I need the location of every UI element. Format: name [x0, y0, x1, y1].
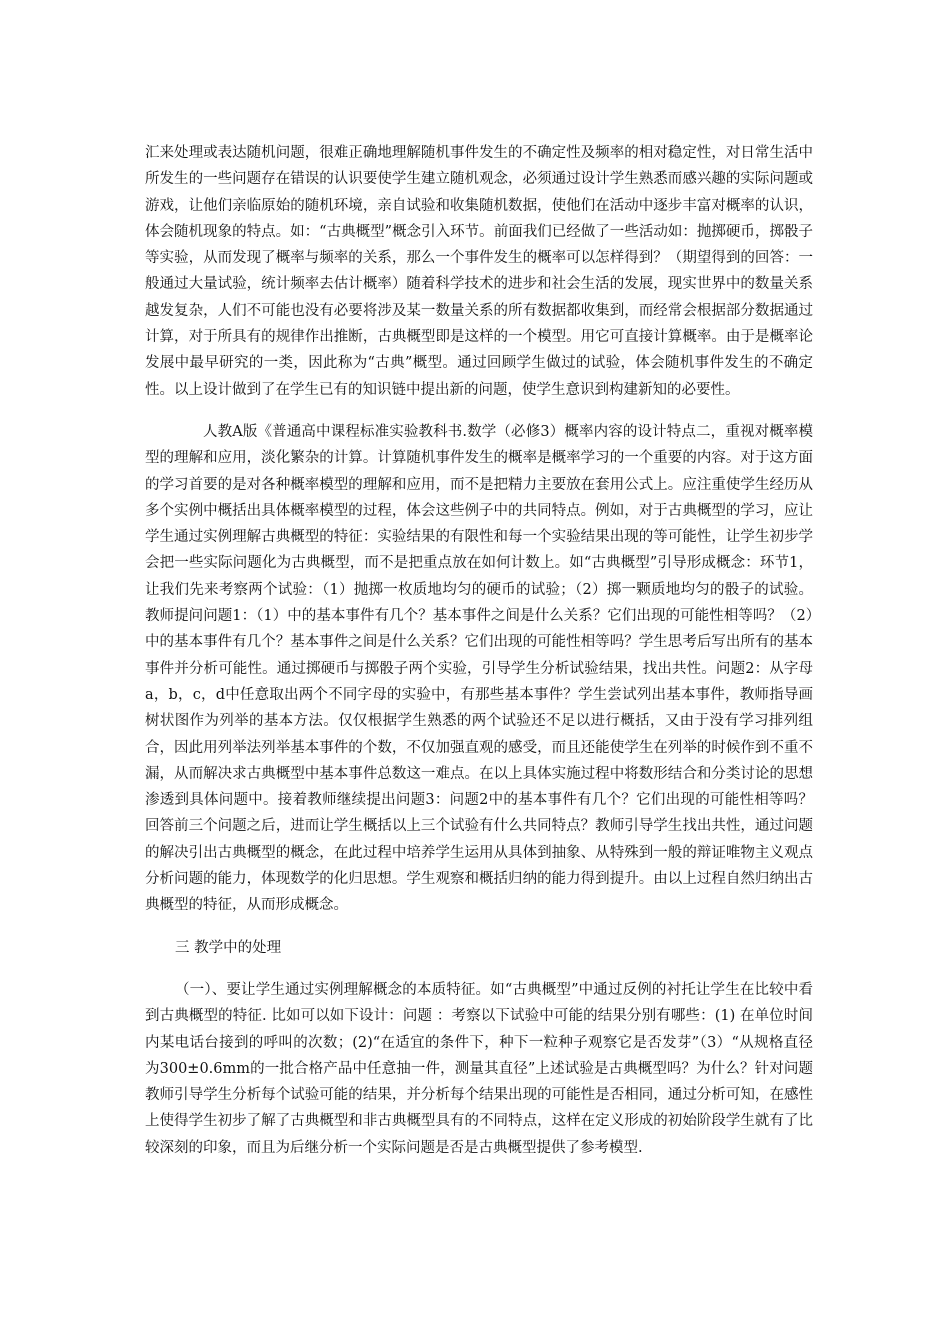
paragraph-design-feature: 人教A版《普通高中课程标准实验教科书.数学（必修3）概率内容的设计特点二，重视对概率模型的理解和应用，淡化繁杂的计算。计算随机事件发生的概率是概率学习的一个重要的内容。对于这方面的学习首要的是对各种概率模型的理解和应用，而不是把精力主要放在套用公式上。应注重使学生经历从多个实例中概括出具体概率模型的过程，体会这些例子中的共同特点。例如，对于古典概型的学习，应让学生通过实例理解古典概型的特征：实验结果的有限性和每一个实验结果出现的等可能性，让学生初步学会把一些实际问题化为古典概型，而不是把重点放在如何计数上。如“古典概型”引导形成概念：环节1，让我们先来考察两个试验：（1）抛掷一枚质地均匀的硬币的试验；（2）掷一颗质地均匀的骰子的试验。教师提问问题1：（1）中的基本事件有几个？基本事件之间是什么关系？它们出现的可能性相等吗？（2）中的基本事件有几个？基本事件之间是什么关系？它们出现的可能性相等吗？学生思考后写出所有的基本事件并分析可能性。通过掷硬币与掷骰子两个实验，引导学生分析试验结果，找出共性。问题2：从字母a，b，c，d中任意取出两个不同字母的实验中，有那些基本事件？学生尝试列出基本事件，教师指导画树状图作为列举的基本方法。仅仅根据学生熟悉的两个试验还不足以进行概括，又由于没有学习排列组合，因此用列举法列举基本事件的个数，不仅加强直观的感受，而且还能使学生在列举的时候作到不重不漏，从而解决求古典概型中基本事件总数这一难点。在以上具体实施过程中将数形结合和分类讨论的思想渗透到具体问题中。接着教师继续提出问题3：问题2中的基本事件有几个？它们出现的可能性相等吗？回答前三个问题之后，进而让学生概括以上三个试验有什么共同特点？教师引导学生找出共性，通过问题的解决引出古典概型的概念，在此过程中培养学生运用从具体到抽象、从特殊到一般的辩证唯物主义观点分析问题的能力，体现数学的化归思想。学生观察和概括归纳的能力得到提升。由以上过程自然归纳出古典概型的特征，从而形成概念。: [145, 423, 814, 914]
section-heading: 三 教学中的处理: [175, 939, 282, 956]
document-body: [145, 140, 813, 1161]
paragraph-intro: 汇来处理或表达随机问题，很难正确地理解随机事件发生的不确定性及频率的相对稳定性，对日常生活中所发生的一些问题存在错误的认识要使学生建立随机观念，必须通过设计学生熟悉而感兴趣的实际问题或游戏，让他们亲临原始的随机环境，亲自试验和收集随机数据，使他们在活动中逐步丰富对概率的认识，体会随机现象的特点。如：“古典概型”概念引入环节。前面我们已经做了一些活动如：抛掷硬币，掷骰子等实验，从而发现了概率与频率的关系，那么一个事件发生的概率可以怎样得到？（期望得到的回答：一般通过大量试验，统计频率去估计概率）随着科学技术的进步和社会生活的发展，现实世界中的数量关系越发复杂，人们不可能也没有必要将涉及某一数量关系的所有数据都收集到，而经常会根据部分数据通过计算，对于所具有的规律作出推断，古典概型即是这样的一个模型。用它可直接计算概率。由于是概率论发展中最早研究的一类，因此称为“古典”概型。通过回顾学生做过的试验，体会随机事件发生的不确定性。以上设计做到了在学生已有的知识链中提出新的问题，使学生意识到构建新知的必要性。: [145, 145, 813, 398]
paragraph-teaching: （一）、要让学生通过实例理解概念的本质特征。如“古典概型”中通过反例的衬托让学生在比较中看到古典概型的特征. 比如可以如下设计：问题 ：考察以下试验中可能的结果分别有哪些：(1) 在单位时间内某电话台接到的呼叫的次数；(2)“在适宜的条件下，种下一粒种子观察它是否发芽”（3）“从规格直径为300±0.6mm的一批合格产品中任意抽一件，测量其直径”上述试验是古典概型吗？为什么？针对问题教师引导学生分析每个试验可能的结果，并分析每个结果出现的可能性是否相同，通过分析可知，在感性上使得学生初步了解了古典概型和非古典概型具有的不同特点，这样在定义形成的初始阶段学生就有了比较深刻的印象，而且为后继分析一个实际问题是否是古典概型提供了参考模型.: [145, 981, 813, 1156]
